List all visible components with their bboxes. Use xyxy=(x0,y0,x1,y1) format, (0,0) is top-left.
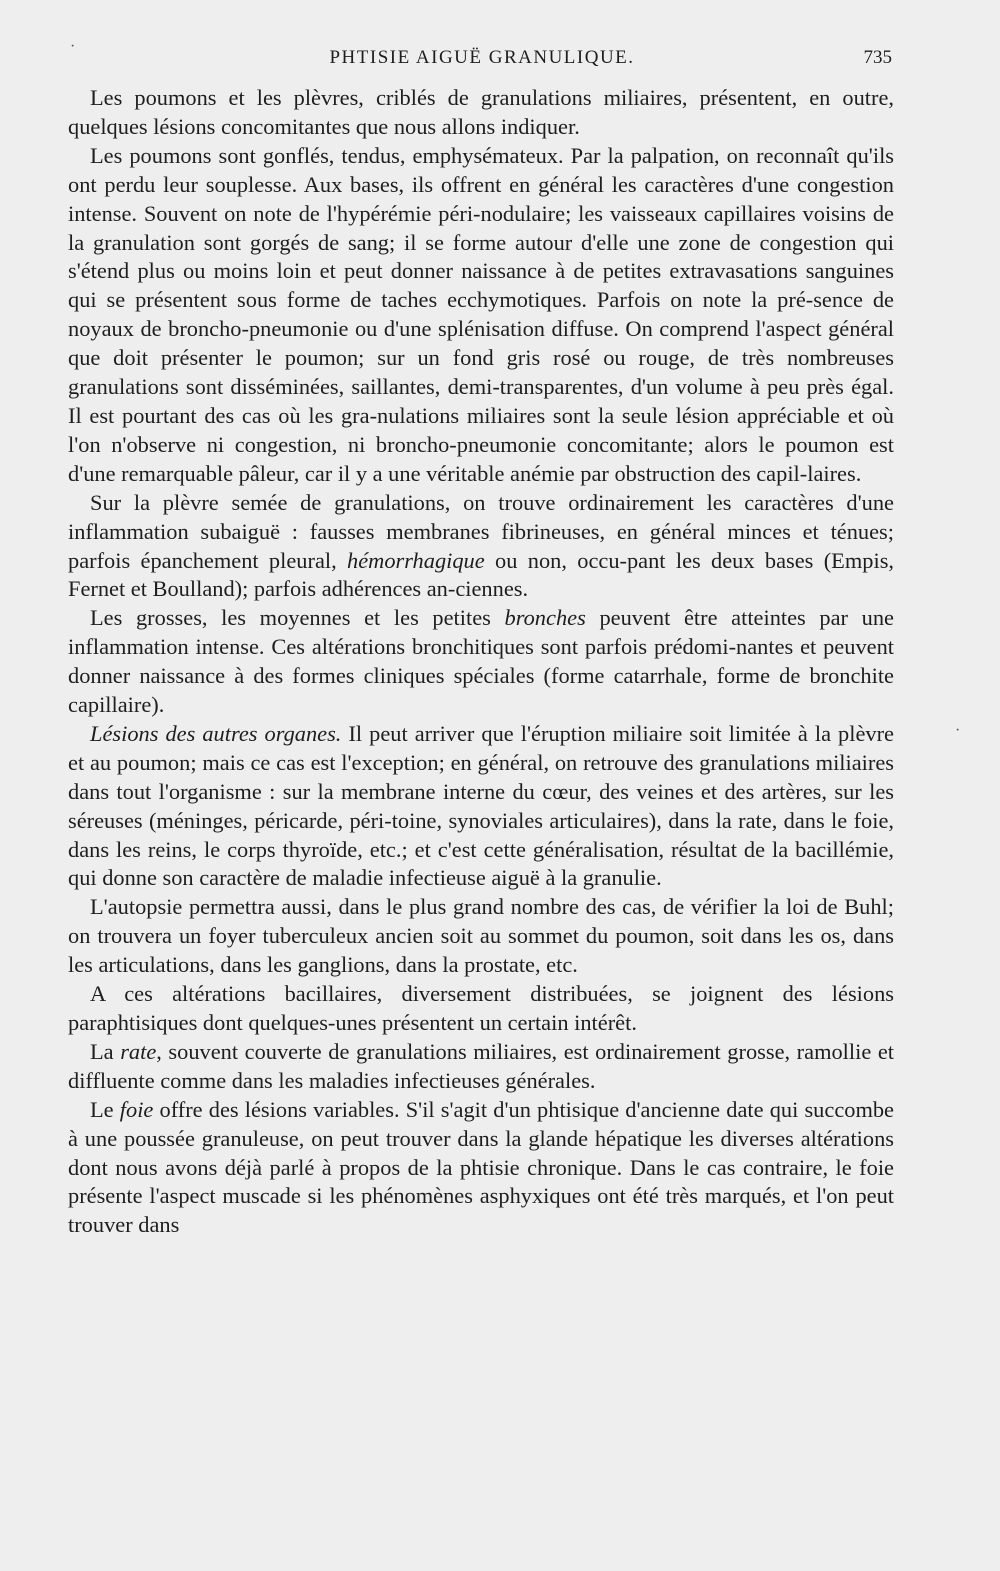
emphasis-hemorrhagique: hémorrhagique xyxy=(347,547,485,573)
paragraph-rate xyxy=(68,1038,894,1096)
paragraph-foie xyxy=(68,1096,894,1241)
running-title: PHTISIE AIGUË GRANULIQUE. xyxy=(329,47,635,68)
paragraph-text: Les grosses, les moyennes et les petites xyxy=(90,605,505,631)
emphasis-rate: rate xyxy=(120,1038,157,1064)
paragraph-text: peuvent être atteintes par une inflammation intense. Ces altérations bronchitiques sont parfois prédomi-nantes et peuvent donner naissance à des formes cliniques spéciales (forme catarrhale, forme de bronchite capillaire). xyxy=(68,605,894,718)
paragraph-lesions-intro: Les poumons et les plèvres, criblés de granulations miliaires, présentent, en outre, quelques lésions concomitantes que nous allons indiquer. xyxy=(68,85,894,139)
emphasis-bronches: bronches xyxy=(504,605,586,631)
page-header xyxy=(70,45,894,75)
paragraph-paraphtisiques: A ces altérations bacillaires, diversement distribuées, se joignent des lésions paraphtisiques dont quelques-unes présentent un certain intérêt. xyxy=(68,981,894,1035)
scan-speck: · xyxy=(70,38,76,55)
paragraph-text: Le xyxy=(90,1096,120,1122)
scan-speck: · xyxy=(955,722,961,739)
paragraph-text: Sur la plèvre semée de granulations, on trouve ordinairement les caractères d'une inflammation subaiguë : fausses membranes fibrineuses, en général minces et ténues; parfois épanchement pleural, xyxy=(68,489,894,573)
paragraph-text: , souvent couverte de granulations miliaires, est ordinairement grosse, ramollie et diffluente comme dans les maladies infectieuses générales. xyxy=(68,1038,894,1093)
paragraph-autopsie: L'autopsie permettra aussi, dans le plus grand nombre des cas, de vérifier la loi de Buhl; on trouvera un foyer tuberculeux ancien soit au sommet du poumon, soit dans les os, dans les articulations, dans les ganglions, dans la prostate, etc. xyxy=(68,894,894,978)
paragraph-plevre xyxy=(68,489,894,605)
emphasis-foie: foie xyxy=(119,1096,154,1122)
paragraph-text: La xyxy=(90,1038,121,1064)
page-number: 735 xyxy=(863,47,892,68)
paragraph-poumons: Les poumons sont gonflés, tendus, emphysémateux. Par la palpation, on reconnaît qu'ils ont perdu leur souplesse. Aux bases, ils offrent en général les caractères d'une congestion intense. Souvent on note de l'hypérémie péri-nodulaire; les vaisseaux capillaires voisins de la granulation sont gorgés de sang; il se forme autour d'elle une zone de congestion qui s'étend plus ou moins loin et peut donner naissance à de petites extravasations sanguines qui se présentent sous forme de taches ecchymotiques. Parfois on note la pré-sence de noyaux de broncho-pneumonie ou d'une splénisation diffuse. On comprend l'aspect général que doit présenter le poumon; sur un fond gris rosé ou rouge, de très nombreuses granulations sont disséminées, saillantes, demi-transparentes, d'un volume à peu près égal. Il est pourtant des cas où les gra-nulations miliaires sont la seule lésion appréciable et où l'on n'observe ni congestion, ni broncho-pneumonie concomitante; alors le poumon est d'une remarquable pâleur, car il y a une véritable anémie par obstruction des capil-laires. xyxy=(68,142,894,486)
paragraph-text: ou non, occu-pant les deux bases (Empis, Fernet et Boulland); parfois adhérences an-ciennes. xyxy=(68,547,895,602)
paragraph-text: offre des lésions variables. S'il s'agit d'un phtisique d'ancienne date qui succombe à une poussée granuleuse, on peut trouver dans la glande hépatique les diverses altérations dont nous avons déjà parlé à propos de la phtisie chronique. Dans le cas contraire, le foie présente l'aspect muscade si les phénomènes asphyxiques ont été très marqués, et l'on peut trouver dans xyxy=(68,1096,894,1238)
paragraph-text: Il peut arriver que l'éruption miliaire soit limitée à la plèvre et au poumon; mais ce cas est l'exception; en général, on retrouve des granulations miliaires dans tout l'organisme : sur la membrane interne du cœur, des veines et des artères, sur les séreuses (méninges, péricarde, péri-toine, synoviales articulaires), dans la rate, dans le foie, dans les reins, le corps thyroïde, etc.; et c'est cette généralisation, résultat de la bacillémie, qui donne son caractère de maladie infectieuse aiguë à la granulie. xyxy=(68,720,894,891)
paragraph-autres-organes xyxy=(68,720,894,893)
body-text xyxy=(68,84,894,1240)
paragraph-bronches xyxy=(68,604,894,720)
section-heading-autres-organes: Lésions des autres organes. xyxy=(90,720,342,746)
